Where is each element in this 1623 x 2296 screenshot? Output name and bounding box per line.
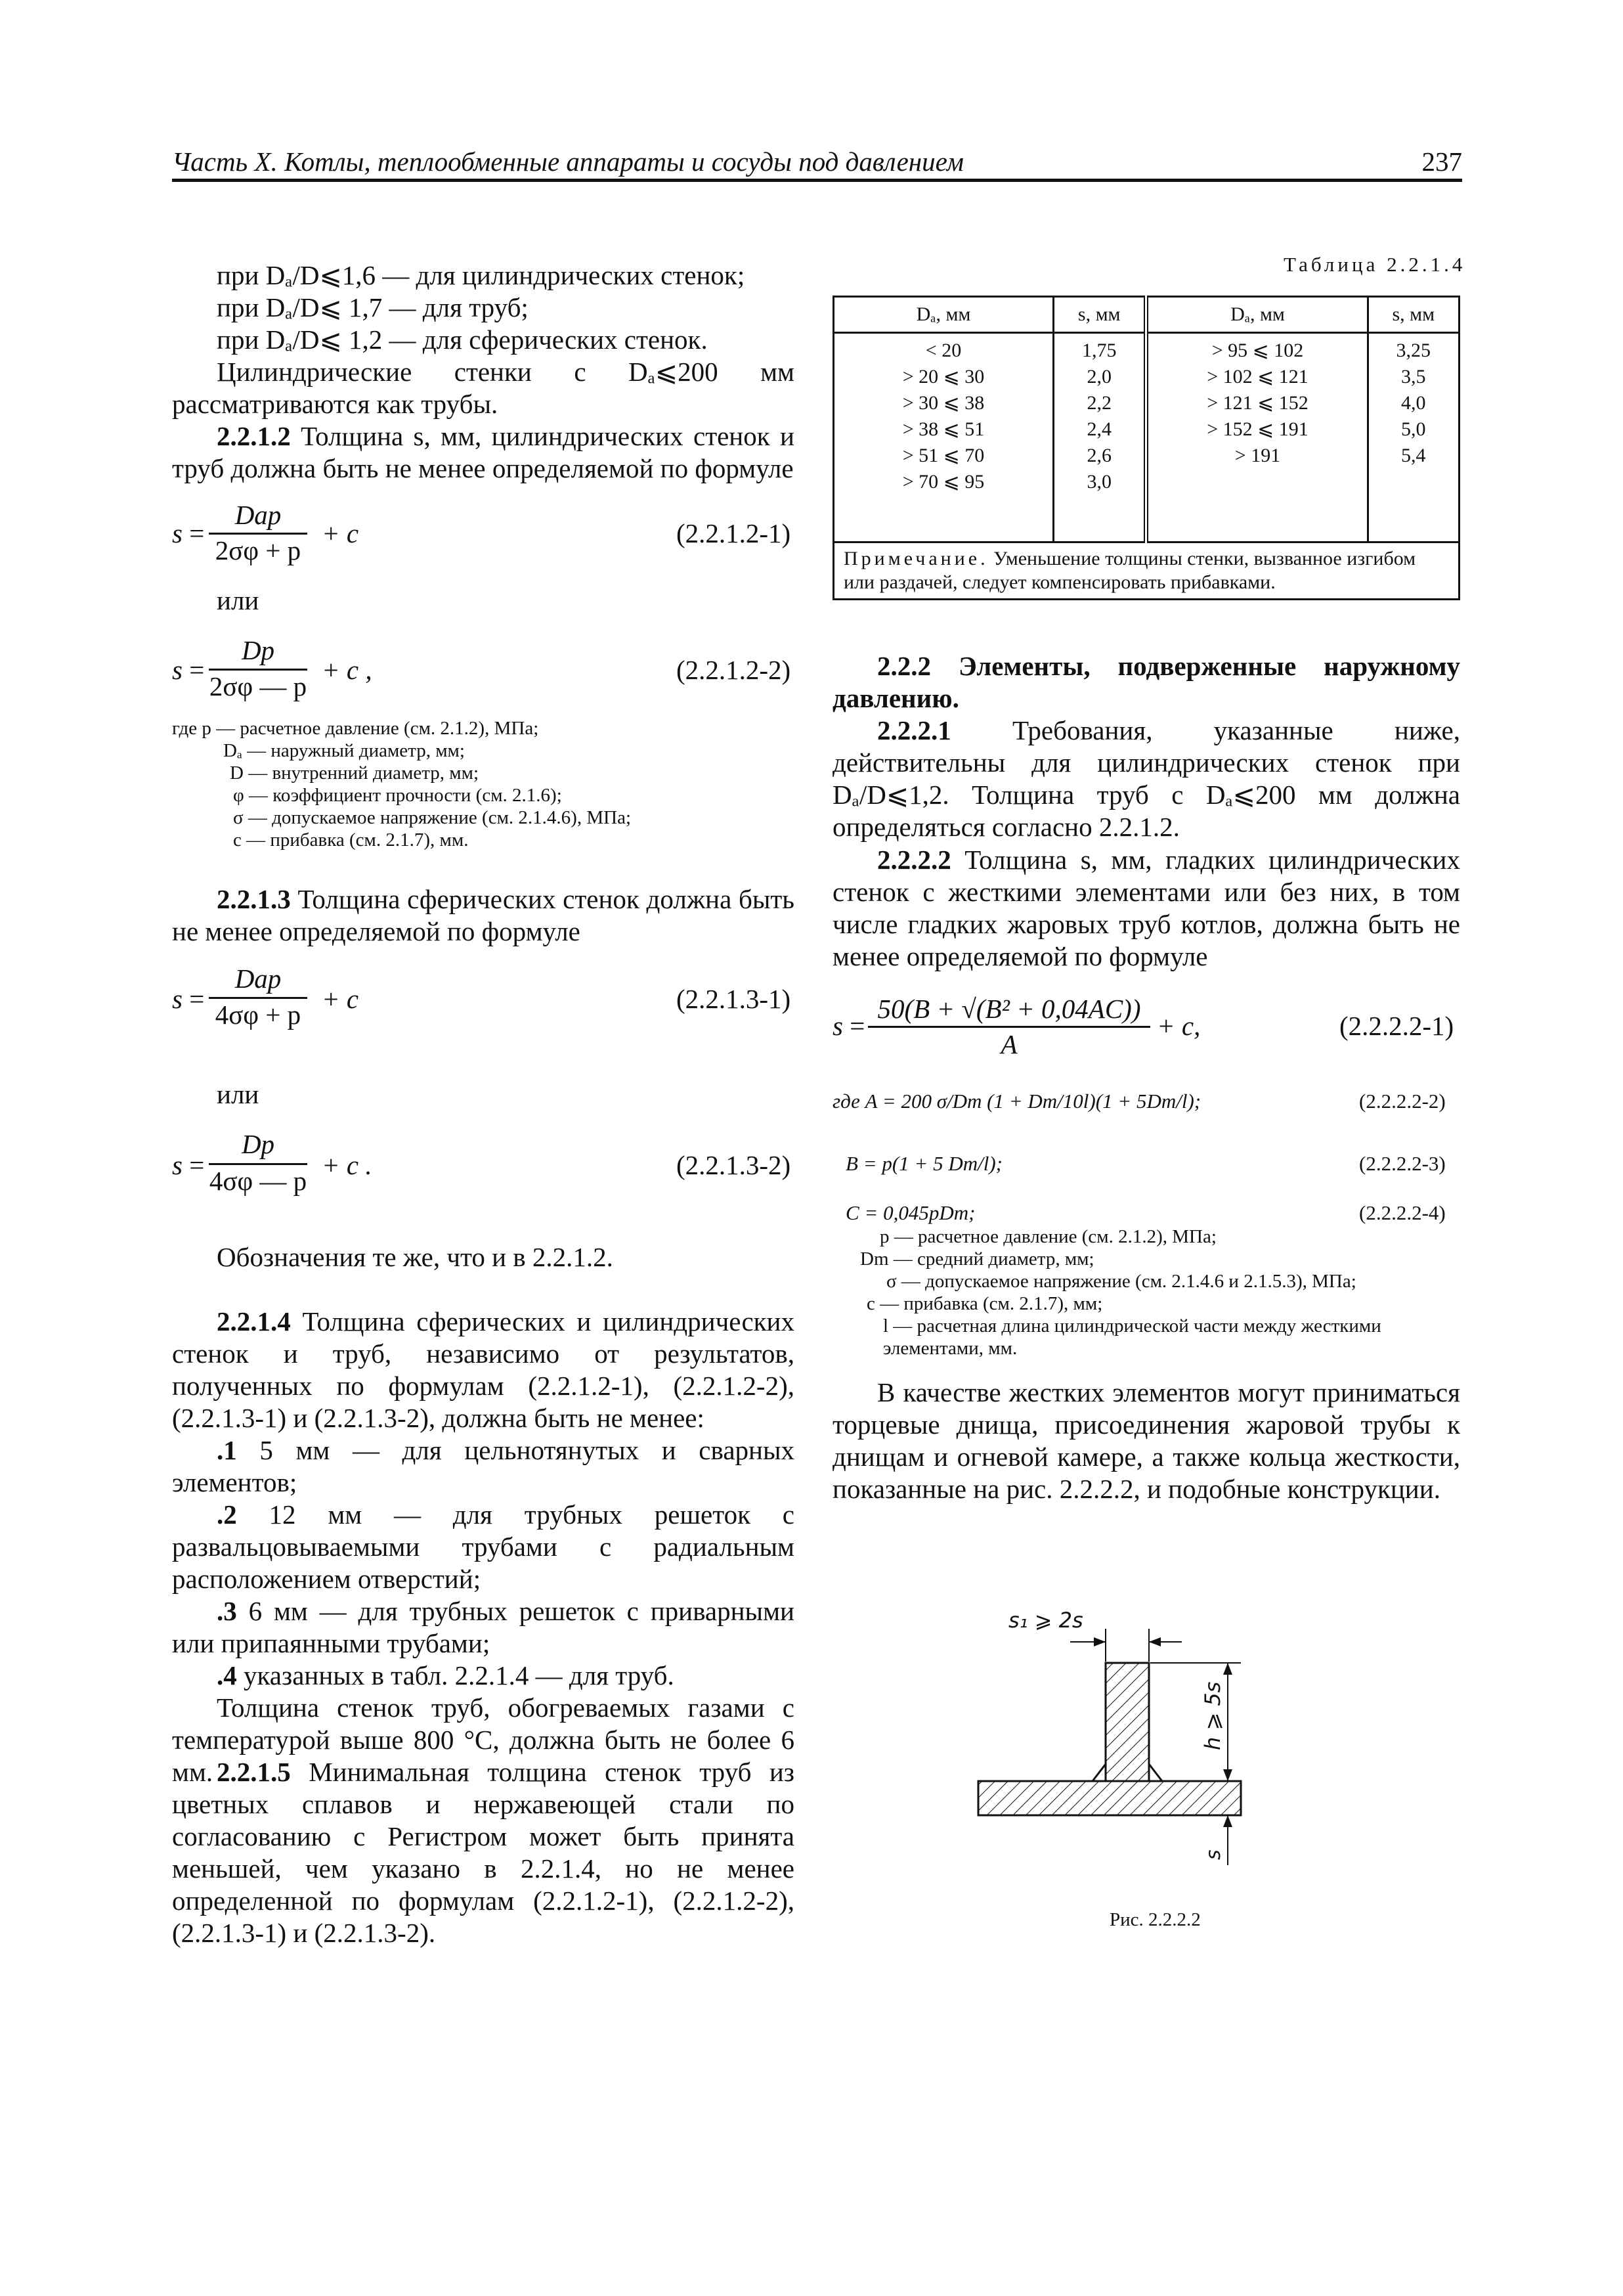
table-caption: Таблица 2.2.1.4 (1284, 253, 1466, 276)
section-text: Толщина сферических и цилиндрических стенок и труб, независимо от результатов, полученных по формулам (2.2.1.2-1), (2.2.1.2-2), (2.2.1.3-1) и (2.2.1.3-2), должна быть не менее: (172, 1306, 794, 1433)
formula-numerator: Dp (241, 1129, 275, 1159)
where-line: c — прибавка (см. 2.1.7), мм; (867, 1293, 1103, 1314)
section-text: Толщина s, мм, цилиндрических стенок и труб должна быть не менее определяемой по формуле (172, 421, 794, 483)
item-text: указанных в табл. 2.2.1.4 — для труб. (244, 1660, 674, 1690)
section-number: 2.2.1.4 (217, 1306, 291, 1336)
cell: 1,75 (1081, 340, 1117, 361)
section-2-2-1-5 (172, 1756, 794, 1949)
section-2-2-2-title: 2.2.2 Элементы, подверженные наружному давлению. (833, 651, 1460, 713)
s1-label: s₁ ⩾ 2s (1008, 1608, 1083, 1633)
s-equals: s = (172, 1150, 205, 1180)
table-header: Dₐ, мм (1146, 297, 1368, 333)
thickness-table (833, 296, 1460, 600)
item-text: 12 мм — для трубных решеток с развальцовываемыми трубами с радиальным расположением отверстий; (172, 1499, 795, 1594)
list-item (172, 1595, 794, 1660)
weld-left (1093, 1764, 1106, 1781)
formula-denominator: A (1001, 1029, 1018, 1059)
cell: > 191 (1234, 445, 1281, 466)
cell: 2,4 (1087, 418, 1112, 440)
formula-tag: (2.2.1.3-2) (676, 1150, 791, 1180)
figure-caption: Рис. 2.2.2.2 (1110, 1909, 1201, 1930)
section-number: 2.2.2.1 (877, 715, 951, 745)
formula-rest: + c (322, 984, 359, 1014)
section-2-2-1-2 (172, 420, 794, 485)
section-text: Минимальная толщина стенок труб из цветных сплавов и нержавеющей стали по согласованию с Регистром может быть принята меньшей, чем указано в 2.2.1.4, но не менее определенной по формулам (2.2.1.2-1), (2.2.1.2-2), (2.2.1.3-1) и (2.2.1.3-2). (172, 1757, 795, 1948)
formula-tag: (2.2.2.2-1) (1339, 1011, 1454, 1041)
section-number: 2.2.1.2 (217, 421, 291, 451)
formula-numerator: 50(B + √(B² + 0,04AC)) (877, 994, 1141, 1024)
cyl-as-tubes: Цилиндрические стенки с Dₐ⩽200 мм рассматриваются как трубы. (172, 357, 794, 419)
section-2-2-2-2 (833, 844, 1460, 973)
where-line: φ — коэффициент прочности (см. 2.1.6); (233, 785, 562, 806)
condition-tube: при Dₐ/D⩽ 1,7 — для труб; (217, 292, 529, 322)
cell: > 121 ⩽ 152 (1207, 392, 1309, 414)
or-text: или (217, 1079, 259, 1109)
formula-tag: (2.2.1.3-1) (676, 984, 791, 1014)
formula-denominator: 4σφ + p (215, 1000, 301, 1030)
formula-rest: + c, (1157, 1011, 1201, 1041)
section-2-2-1-4 (172, 1306, 794, 1434)
section-number: 2.2.2.2 (877, 845, 951, 875)
formula-B: B = p(1 + 5 Dm/l); (846, 1152, 1003, 1175)
table-col (1146, 333, 1368, 542)
table-header: s, мм (1054, 297, 1146, 333)
formula-C: C = 0,045pDm; (846, 1201, 976, 1224)
cell: 2,0 (1087, 366, 1112, 387)
formula-denominator: 2σφ + p (215, 535, 301, 565)
cell: > 152 ⩽ 191 (1207, 418, 1309, 440)
formula-numerator: Dap (234, 500, 282, 530)
section-number: 2.2.1.3 (217, 884, 291, 914)
formula-rest: + c . (322, 1150, 372, 1180)
where-line: c — прибавка (см. 2.1.7), мм. (233, 829, 469, 850)
section-text: Толщина s, мм, гладких цилиндрических стенок с жесткими элементами или без них, в том числе гладких жаровых труб котлов, должна быть не менее определяемой по формуле (833, 845, 1460, 971)
page-number: 237 (1421, 146, 1462, 177)
cell: > 102 ⩽ 121 (1207, 366, 1309, 387)
cell: 2,2 (1087, 392, 1112, 414)
where-line: p — расчетное давление (см. 2.1.2), МПа; (880, 1226, 1217, 1247)
cell: 5,0 (1401, 418, 1426, 440)
condition-sph: при Dₐ/D⩽ 1,2 — для сферических стенок. (217, 324, 708, 355)
formula-denominator: 2σφ — p (209, 671, 307, 701)
section-2-2-1-3 (172, 883, 794, 948)
formula-numerator: Dap (234, 963, 282, 994)
cell: 2,6 (1087, 445, 1112, 466)
table-col (834, 333, 1054, 542)
cell: 3,25 (1396, 340, 1431, 361)
where-line: Dm — средний диаметр, мм; (860, 1248, 1094, 1269)
cell: > 30 ⩽ 38 (902, 392, 985, 414)
s-label: s (1202, 1849, 1225, 1860)
table-note (834, 542, 1460, 600)
table-header: Dₐ, мм (834, 297, 1054, 333)
where-line: σ — допускаемое напряжение (см. 2.1.4.6 и 2.1.5.3), МПа; (886, 1271, 1356, 1292)
or-text: или (217, 585, 259, 615)
header-title: Часть X. Котлы, теплообменные аппараты и сосуды под давлением (172, 146, 964, 177)
s-equals: s = (833, 1011, 865, 1041)
formula-tag: (2.2.2.2-2) (1359, 1090, 1446, 1113)
item-number: .1 (217, 1435, 237, 1465)
condition-cyl: при Dₐ/D⩽1,6 — для цилиндрических стенок; (217, 260, 745, 290)
formula-tag: (2.2.2.2-4) (1359, 1201, 1446, 1224)
formula-tag: (2.2.1.2-1) (676, 518, 791, 548)
h-label: h ⩾ 5s (1200, 1681, 1225, 1750)
running-header (172, 146, 1462, 182)
note-label: Примечание. (844, 548, 989, 569)
table-col (1368, 333, 1459, 542)
same-notation: Обозначения те же, что и в 2.2.1.2. (217, 1242, 613, 1272)
formula-numerator: Dp (241, 635, 275, 665)
item-number: .4 (217, 1660, 237, 1690)
s-equals: s = (172, 518, 205, 548)
formula-rest: + c , (322, 655, 372, 685)
item-number: .3 (217, 1596, 237, 1626)
cell: 4,0 (1401, 392, 1426, 414)
fraction-line (868, 1026, 1150, 1028)
section-text: Толщина сферических стенок должна быть не менее определяемой по формуле (172, 884, 795, 946)
list-item (172, 1660, 794, 1692)
cell: 3,0 (1087, 471, 1112, 493)
note-text: Уменьшение толщины стенки, вызванное изгибом или раздачей, следует компенсировать прибавками. (844, 548, 1416, 593)
formula-tag: (2.2.2.2-3) (1359, 1152, 1446, 1175)
where-line: где p — расчетное давление (см. 2.1.2), МПа; (172, 718, 539, 739)
cell: 3,5 (1401, 366, 1426, 387)
list-item (172, 1434, 794, 1499)
cell: < 20 (925, 340, 962, 361)
where-line: Dₐ — наружный диаметр, мм; (223, 740, 465, 761)
formula-rest: + c (322, 518, 359, 548)
formula-A: где A = 200 σ/Dm (1 + Dm/10l)(1 + 5Dm/l); (833, 1090, 1201, 1113)
plate-section (978, 1781, 1241, 1815)
cell: > 51 ⩽ 70 (902, 445, 985, 466)
cell: > 20 ⩽ 30 (902, 366, 985, 387)
heat-limit: Толщина стенок труб, обогреваемых газами с температурой выше 800 °C, должна быть не более 6 мм. (172, 1692, 794, 1787)
where-line: σ — допускаемое напряжение (см. 2.1.4.6), МПа; (233, 807, 631, 828)
cell: > 70 ⩽ 95 (902, 471, 985, 493)
formula-denominator: 4σφ — p (209, 1166, 307, 1196)
table-header: s, мм (1368, 297, 1459, 333)
section-text: Требования, указанные ниже, действительны для цилиндрических стенок при Dₐ/D⩽1,2. Толщина труб с Dₐ⩽200 мм должна определяться согласно 2.2.1.2. (833, 715, 1460, 842)
cell: > 95 ⩽ 102 (1211, 340, 1304, 361)
item-text: 5 мм — для цельнотянутых и сварных элементов; (172, 1435, 795, 1497)
item-number: .2 (217, 1499, 237, 1530)
cell: > 38 ⩽ 51 (902, 418, 985, 440)
weld-right (1149, 1764, 1162, 1781)
list-item (172, 1499, 794, 1595)
item-text: 6 мм — для трубных решеток с приварными или припаянными трубами; (172, 1596, 794, 1658)
stiff-elements: В качестве жестких элементов могут приниматься торцевые днища, присоединения жаровой трубы к днищам и огневой камере, а также кольца жесткости, показанные на рис. 2.2.2.2, и подобные конструкции. (833, 1377, 1460, 1504)
s-equals: s = (172, 984, 205, 1014)
section-2-2-2-1 (833, 715, 1460, 843)
formula-tag: (2.2.1.2-2) (676, 655, 791, 685)
where-line: D — внутренний диаметр, мм; (230, 762, 479, 784)
stiffening-ring-figure (965, 1602, 1280, 1872)
rib-section (1106, 1663, 1149, 1781)
section-number: 2.2.1.5 (217, 1757, 291, 1787)
cell: 5,4 (1401, 445, 1426, 466)
s-equals: s = (172, 655, 205, 685)
table-col (1054, 333, 1146, 542)
where-line: l — расчетная длина цилиндрической части между жесткими элементами, мм. (883, 1315, 1381, 1359)
